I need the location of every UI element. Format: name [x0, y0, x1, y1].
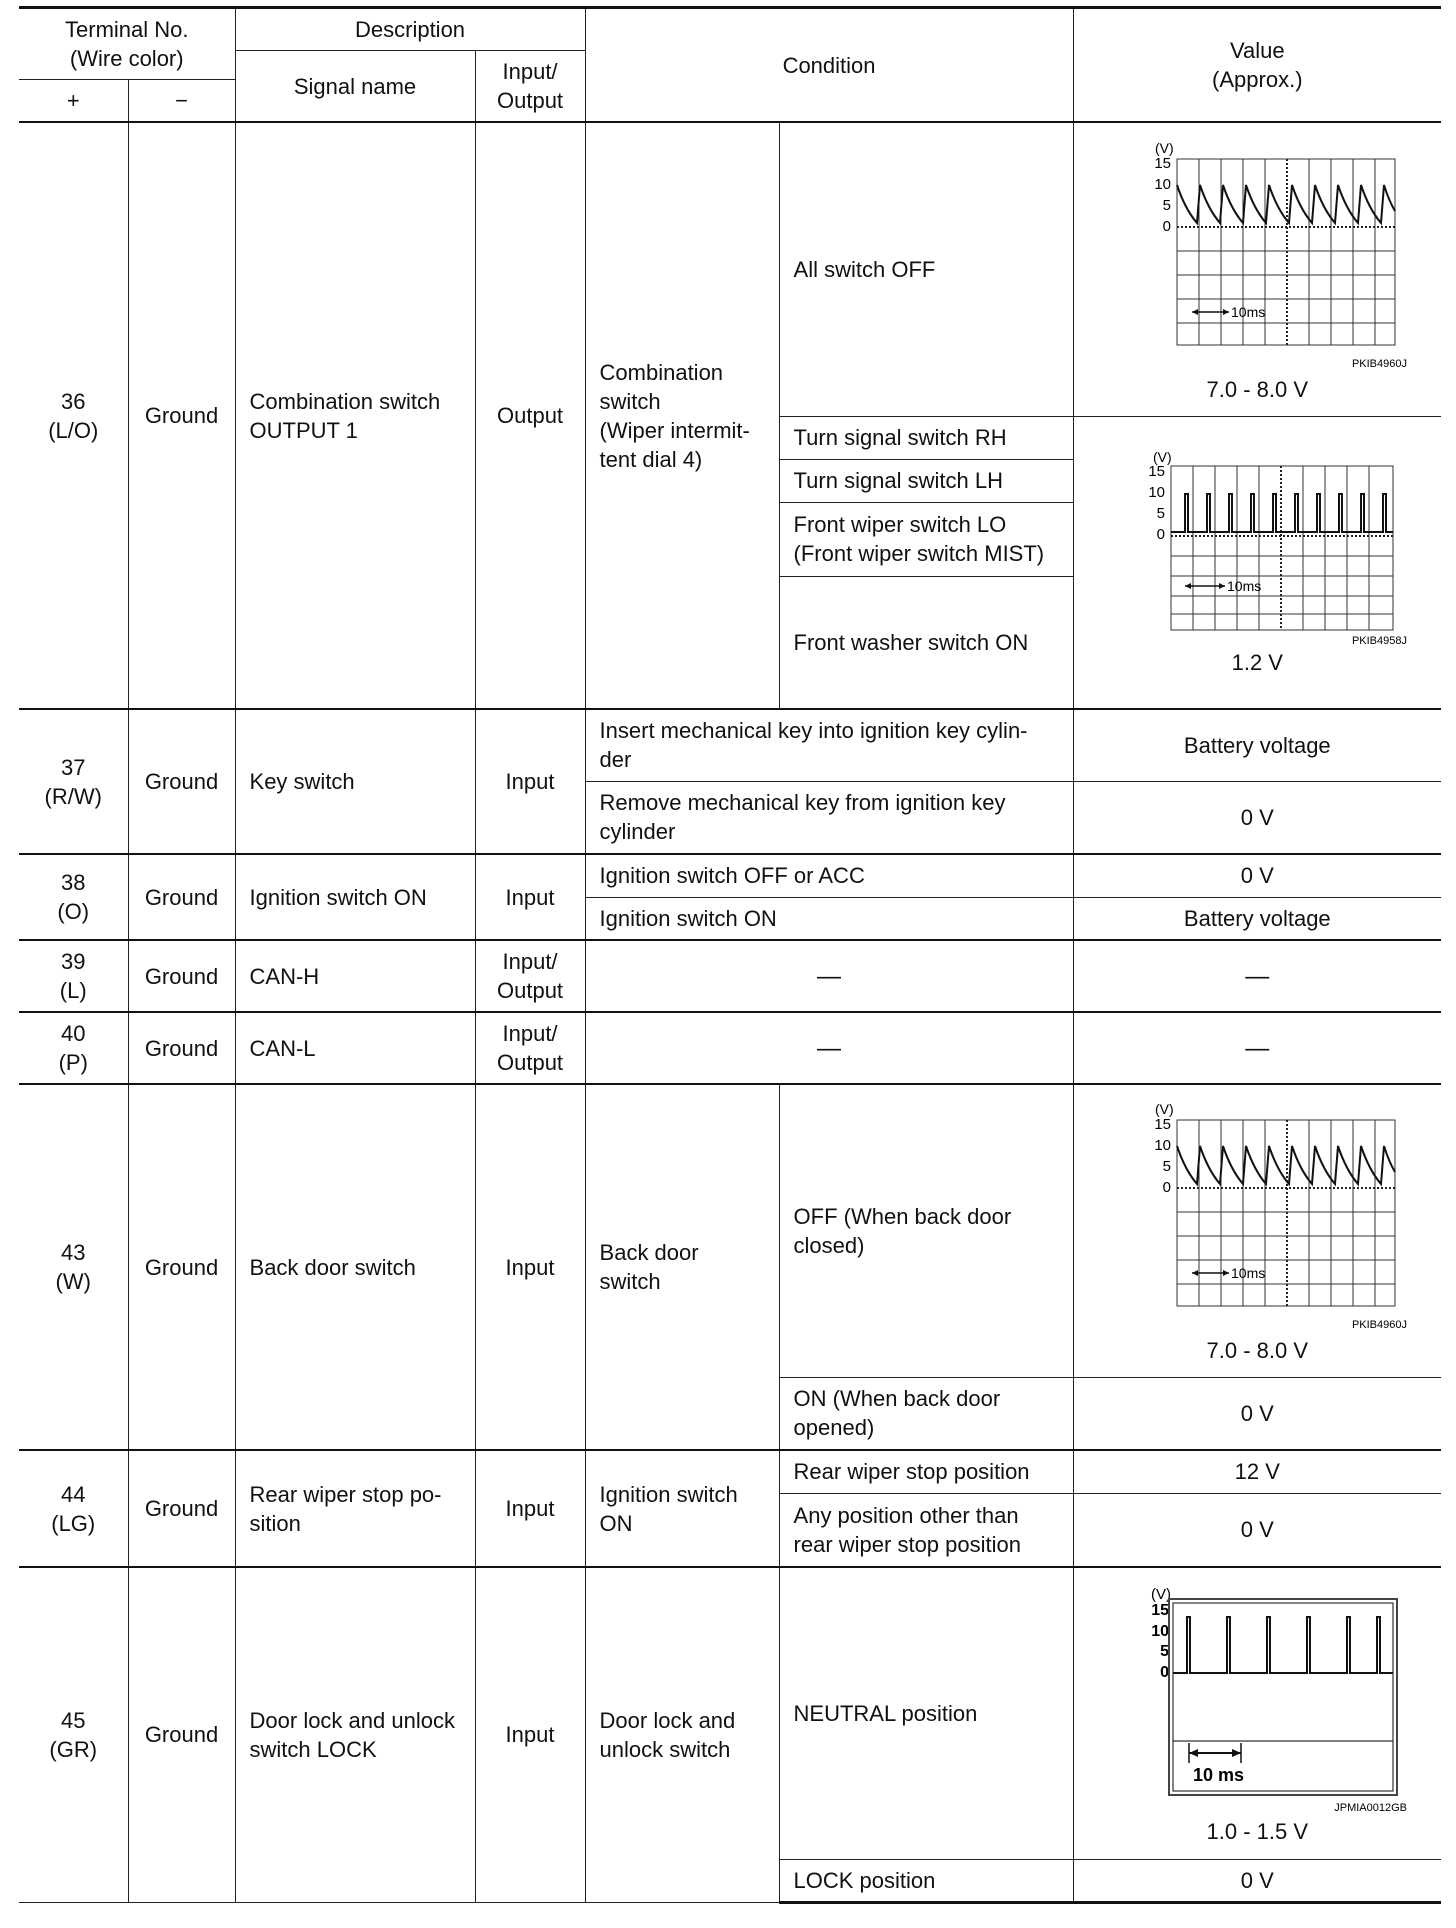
io-39: Input/ Output: [475, 940, 585, 1012]
condition-36-turn-lh: Turn signal switch LH: [779, 459, 1073, 502]
value-43-on: 0 V: [1073, 1377, 1441, 1450]
value-39: —: [1073, 940, 1441, 1012]
condition-36-main: Combination switch (Wiper intermit- tent dial 4): [585, 122, 779, 709]
value-36-switches: 1.2 V: [1231, 649, 1283, 675]
terminal-45: 45 (GR): [19, 1567, 128, 1902]
wave-scale: 10ms: [1231, 303, 1266, 320]
value-44-other: 0 V: [1073, 1493, 1441, 1567]
wave-y10: 10: [1154, 1137, 1172, 1155]
terminal-38: 38 (O): [19, 854, 128, 940]
value-43-off: 7.0 - 8.0 V: [1206, 1338, 1309, 1364]
condition-40: —: [585, 1012, 1073, 1084]
terminal-44: 44 (LG): [19, 1450, 128, 1567]
condition-36-wiper-lo: Front wiper switch LO (Front wiper switch MIST): [779, 502, 1073, 576]
condition-43-on: ON (When back door opened): [779, 1377, 1073, 1450]
wave-y10: 10: [1151, 1622, 1170, 1640]
ground-38: Ground: [128, 854, 235, 940]
wave-scale: 10 ms: [1193, 1764, 1245, 1785]
value-45-waveform: [1073, 1567, 1441, 1859]
wave-scale: 10ms: [1227, 577, 1262, 594]
terminal-39: 39 (L): [19, 940, 128, 1012]
signal-45: Door lock and unlock switch LOCK: [235, 1567, 475, 1902]
ground-43: Ground: [128, 1084, 235, 1450]
header-minus: −: [128, 80, 235, 123]
ground-44: Ground: [128, 1450, 235, 1567]
wave-y10: 10: [1148, 483, 1166, 501]
value-38-on: Battery voltage: [1073, 897, 1441, 940]
value-36-all-off: 7.0 - 8.0 V: [1206, 376, 1309, 402]
io-40: Input/ Output: [475, 1012, 585, 1084]
value-45-lock: 0 V: [1073, 1859, 1441, 1902]
io-45: Input: [475, 1567, 585, 1902]
wave-y15: 15: [1154, 1116, 1172, 1134]
wave-y0: 0: [1160, 1663, 1170, 1681]
header-signal-name: Signal name: [235, 51, 475, 123]
value-37-remove: 0 V: [1073, 781, 1441, 854]
wave-scale: 10ms: [1231, 1265, 1266, 1282]
waveform-sawtooth-1: [1107, 135, 1407, 375]
condition-45-main: Door lock and unlock switch: [585, 1567, 779, 1902]
header-terminal-no: Terminal No. (Wire color): [19, 8, 235, 80]
wave-code: PKIB4960J: [1352, 357, 1408, 370]
value-45-neutral: 1.0 - 1.5 V: [1206, 1818, 1309, 1844]
terminal-37: 37 (R/W): [19, 709, 128, 854]
wave-code: PKIB4958J: [1352, 634, 1408, 647]
wave-y0: 0: [1156, 525, 1166, 543]
signal-36: Combination switch OUTPUT 1: [235, 122, 475, 709]
signal-43: Back door switch: [235, 1084, 475, 1450]
value-36-waveform-b: [1073, 416, 1441, 709]
signal-38: Ignition switch ON: [235, 854, 475, 940]
wave-y10: 10: [1154, 175, 1172, 193]
terminal-36: 36 (L/O): [19, 122, 128, 709]
wave-y0: 0: [1162, 1179, 1172, 1197]
wave-y5: 5: [1156, 504, 1166, 522]
signal-44: Rear wiper stop po- sition: [235, 1450, 475, 1567]
signal-37: Key switch: [235, 709, 475, 854]
condition-43-main: Back door switch: [585, 1084, 779, 1450]
terminal-spec-table: [19, 6, 1441, 1904]
condition-36-turn-rh: Turn signal switch RH: [779, 416, 1073, 459]
waveform-pulse-1: [1107, 448, 1407, 648]
wave-y15: 15: [1151, 1601, 1170, 1619]
value-37-insert: Battery voltage: [1073, 709, 1441, 781]
wave-y15: 15: [1154, 154, 1172, 172]
condition-38-off: Ignition switch OFF or ACC: [585, 854, 1073, 897]
condition-44-stop: Rear wiper stop position: [779, 1450, 1073, 1493]
condition-37-insert: Insert mechanical key into ignition key cylin- der: [585, 709, 1073, 781]
condition-39: —: [585, 940, 1073, 1012]
wave-v-label: (V): [1153, 448, 1172, 465]
condition-45-neutral: NEUTRAL position: [779, 1567, 1073, 1859]
header-condition: Condition: [585, 8, 1073, 123]
value-43-waveform: [1073, 1084, 1441, 1377]
wave-y5: 5: [1162, 196, 1172, 214]
wave-v-label: (V): [1155, 139, 1174, 156]
condition-37-remove: Remove mechanical key from ignition key cylinder: [585, 781, 1073, 854]
io-43: Input: [475, 1084, 585, 1450]
wave-code: PKIB4960J: [1352, 1319, 1408, 1332]
ground-45: Ground: [128, 1567, 235, 1902]
ground-39: Ground: [128, 940, 235, 1012]
wave-y15: 15: [1148, 462, 1166, 480]
waveform-sawtooth-2: [1107, 1096, 1407, 1336]
terminal-40: 40 (P): [19, 1012, 128, 1084]
terminal-43: 43 (W): [19, 1084, 128, 1450]
signal-40: CAN-L: [235, 1012, 475, 1084]
wave-y5: 5: [1160, 1642, 1170, 1660]
value-44-stop: 12 V: [1073, 1450, 1441, 1493]
wave-v-label: (V): [1155, 1101, 1174, 1118]
header-description: Description: [235, 8, 585, 51]
condition-36-all-off: All switch OFF: [779, 122, 1073, 416]
header-input-output: Input/ Output: [475, 51, 585, 123]
value-40: —: [1073, 1012, 1441, 1084]
condition-38-on: Ignition switch ON: [585, 897, 1073, 940]
io-44: Input: [475, 1450, 585, 1567]
ground-40: Ground: [128, 1012, 235, 1084]
io-38: Input: [475, 854, 585, 940]
signal-39: CAN-H: [235, 940, 475, 1012]
ground-36: Ground: [128, 122, 235, 709]
header-value: Value (Approx.): [1073, 8, 1441, 123]
wave-y5: 5: [1162, 1158, 1172, 1176]
condition-36-washer: Front washer switch ON: [779, 576, 1073, 709]
io-37: Input: [475, 709, 585, 854]
value-36-waveform-a: [1073, 122, 1441, 416]
header-plus: +: [19, 80, 128, 123]
value-38-off: 0 V: [1073, 854, 1441, 897]
condition-44-other: Any position other than rear wiper stop position: [779, 1493, 1073, 1567]
wave-code: JPMIA0012GB: [1334, 1801, 1408, 1814]
wave-v-label: (V): [1151, 1585, 1172, 1603]
ground-37: Ground: [128, 709, 235, 854]
condition-44-main: Ignition switch ON: [585, 1450, 779, 1567]
condition-45-lock: LOCK position: [779, 1859, 1073, 1902]
io-36: Output: [475, 122, 585, 709]
wave-y0: 0: [1162, 217, 1172, 235]
waveform-pulse-2: [1107, 1581, 1407, 1817]
condition-43-off: OFF (When back door closed): [779, 1084, 1073, 1377]
